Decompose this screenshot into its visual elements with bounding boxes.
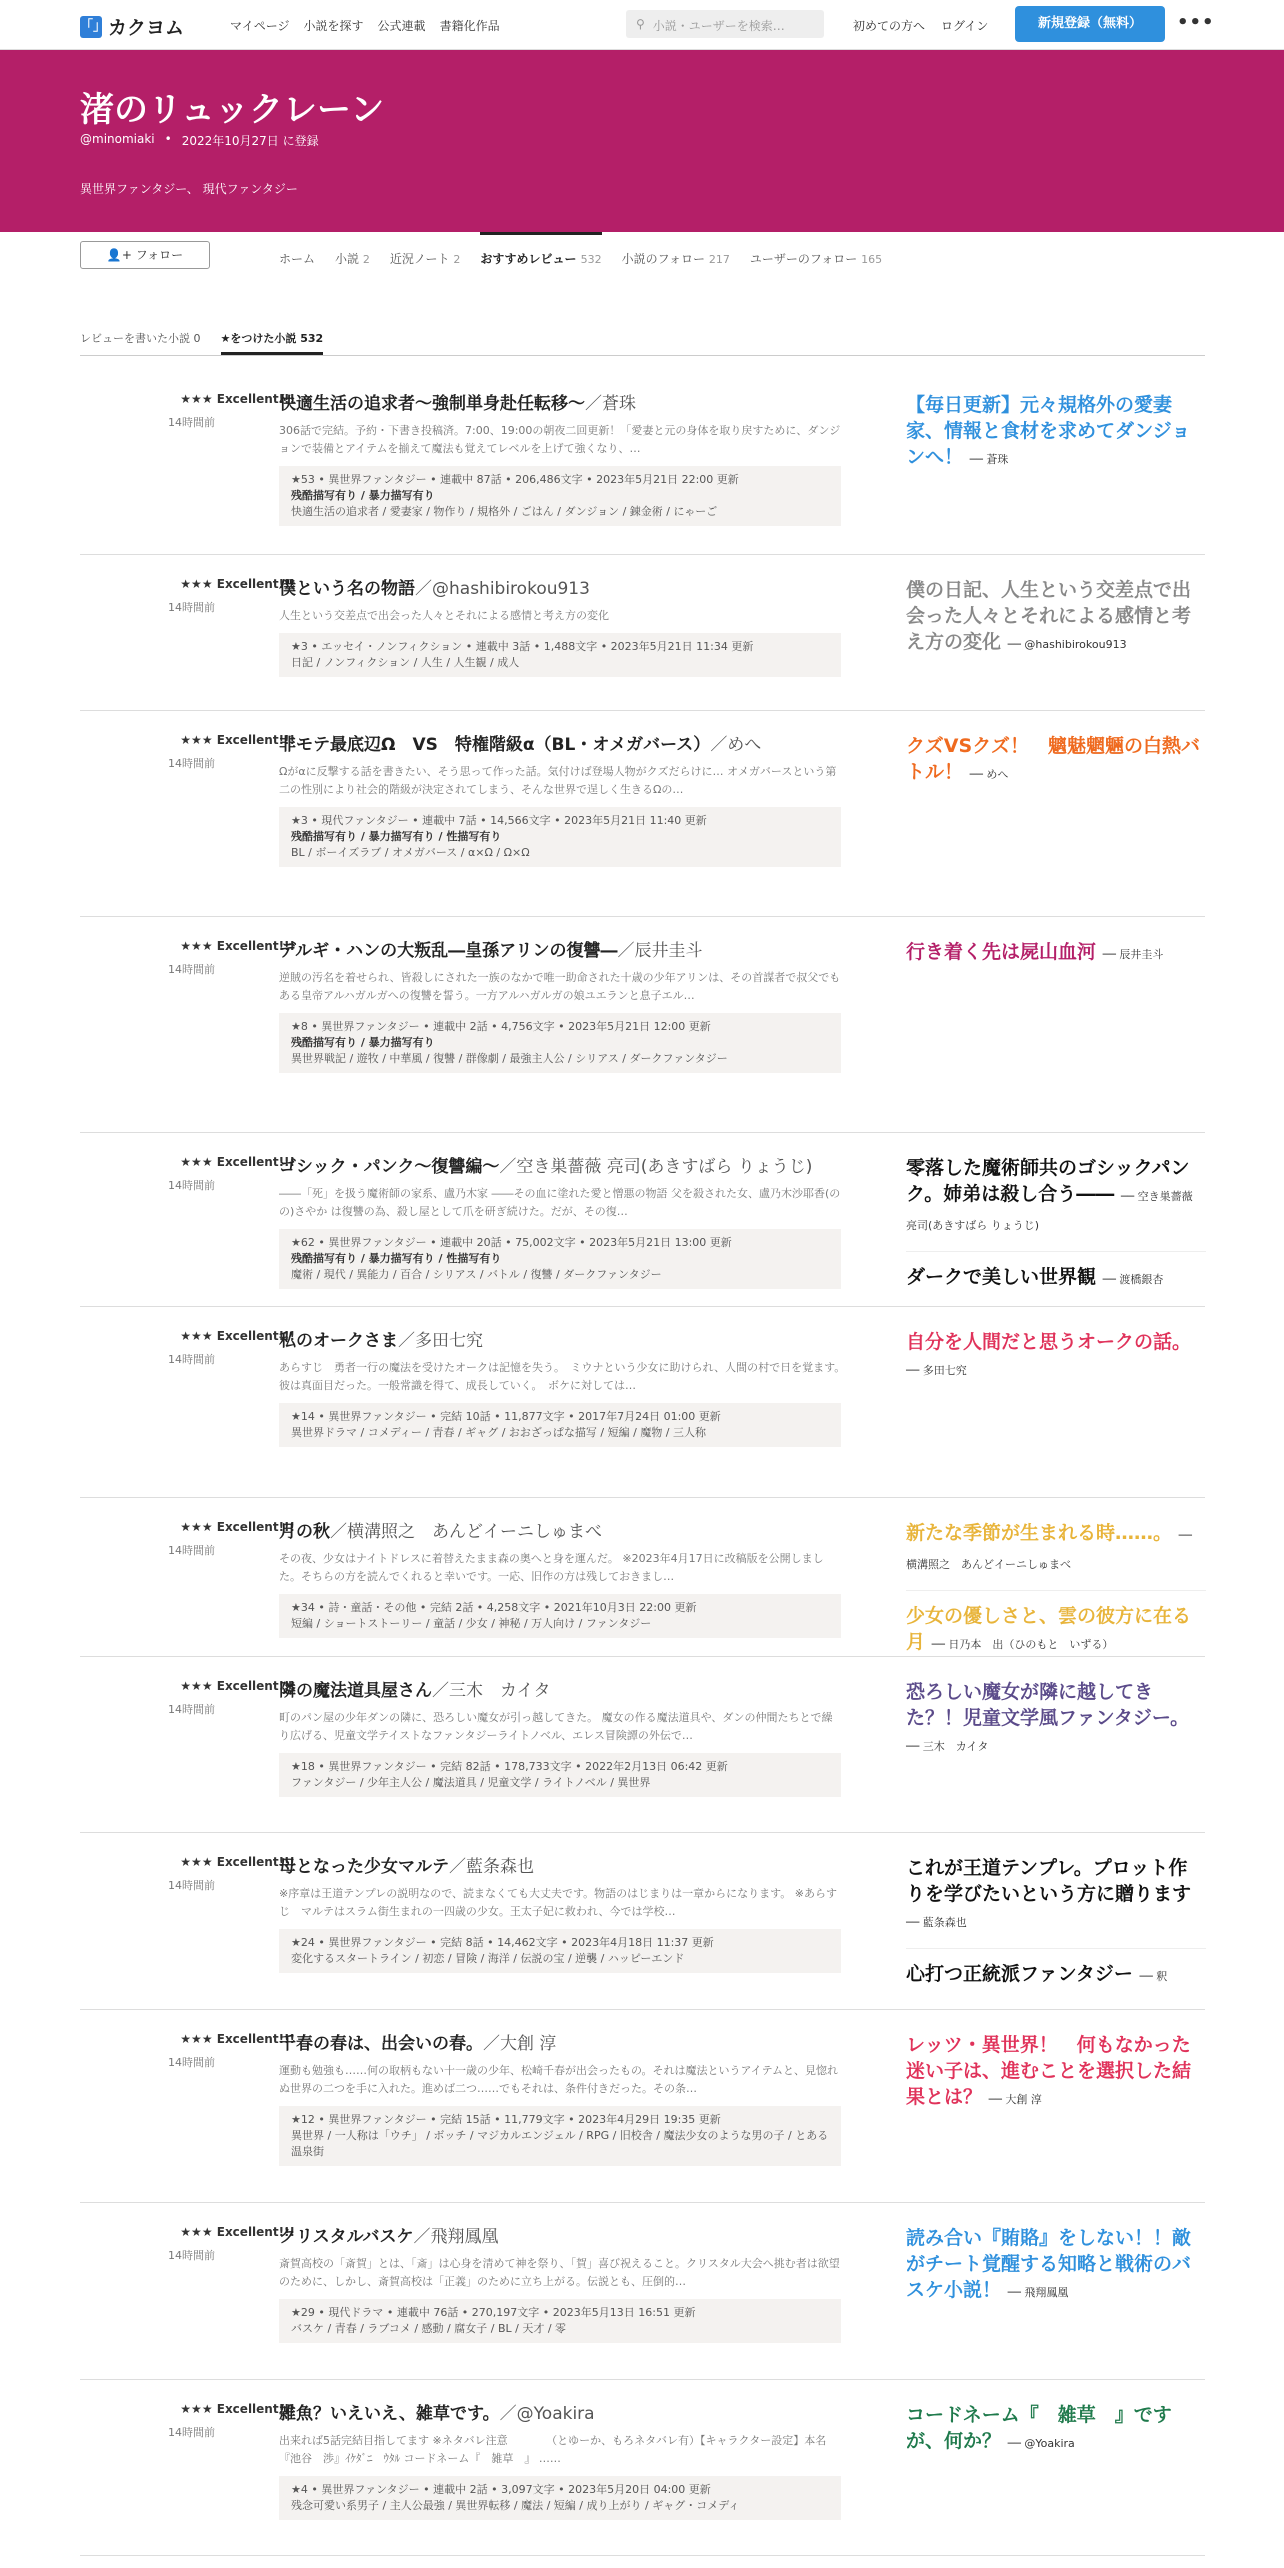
- review-author: ── @Yoakira: [1007, 2437, 1075, 2450]
- review-catchphrase[interactable]: 自分を人間だと思うオークの話。 ── 多田七究: [906, 1331, 1192, 1377]
- work-meta: ★29 • 現代ドラマ • 連載中 76話 • 270,197文字 • 2023年5月13日 16:51 更新 バスケ / 青春 / ラブコメ / 感動 / 腐女子 / BL / 天才 / 零: [279, 2299, 841, 2343]
- review-item: [80, 1657, 1205, 1833]
- profile-registered: 2022年10月27日 に登録: [181, 134, 319, 148]
- nav-official[interactable]: 公式連載: [377, 19, 426, 33]
- work-author: ／大創 淳: [483, 2034, 557, 2054]
- review-catchphrase[interactable]: 読み合い『賄賂』をしない！！敵がチート覚醒する知略と戦術のバスケ小説！ ── 飛翔鳳凰: [906, 2227, 1192, 2301]
- star-rating: ★★★ Excellent!!!: [180, 1679, 295, 1693]
- review-time: 14時間前: [168, 1179, 215, 1192]
- work-meta: ★12 • 異世界ファンタジー • 完結 15話 • 11,779文字 • 2023年4月29日 19:35 更新 異世界 / 一人称は「ウチ」 / ボッチ / マジカルエンジェル / RPG / 旧校舎 / 魔法少女のような男の子 / とある温泉街: [279, 2106, 841, 2166]
- review-catchphrase[interactable]: クズVSクズ！ 魑魅魍魎の白熱バトル！ ── めへ: [906, 735, 1201, 783]
- work-meta: ★18 • 異世界ファンタジー • 完結 82話 • 178,733文字 • 2022年2月13日 06:42 更新 ファンタジー / 少年主人公 / 魔法道具 / 児童文学 / ライトノベル / 異世界: [279, 1753, 841, 1797]
- review-catches: [906, 939, 1206, 992]
- subtab-reviewed[interactable]: レビューを書いた小説 0: [80, 332, 201, 345]
- kakuyomu-logo[interactable]: 「」 カクヨム: [80, 17, 185, 39]
- star-rating: ★★★ Excellent!!!: [180, 577, 295, 591]
- review-time: 14時間前: [168, 963, 215, 976]
- global-header: [0, 0, 1284, 50]
- review-time: 14時間前: [168, 1544, 215, 1557]
- review-author: ── 空き巣薔薇 亮司(あきすばら りょうじ): [906, 1190, 1193, 1232]
- review-catches: [906, 392, 1206, 497]
- review-catchphrase[interactable]: 少女の優しさと、雲の彼方に在る月 ── 日乃本 出（ひのもと いずる）: [906, 1605, 1192, 1653]
- review-time: 14時間前: [168, 416, 215, 429]
- review-item: [80, 917, 1205, 1133]
- review-author: ── 蒼珠: [969, 453, 1009, 466]
- tab-user-follows[interactable]: ユーザーのフォロー 165: [749, 252, 883, 266]
- login-link[interactable]: ログイン: [941, 19, 989, 33]
- work-meta: ★8 • 異世界ファンタジー • 連載中 2話 • 4,756文字 • 2023年5月21日 12:00 更新 残酷描写有り / 暴力描写有り 異世界戦記 / 遊牧 / 中華風 / 復讐 / 群像劇 / 最強主人公 / シリアス / ダークファンタジー: [279, 1013, 841, 1073]
- profile-title: 渚のリュックレーン: [80, 90, 385, 130]
- work-title[interactable]: 母となった少女マルテ／藍条森也: [279, 1857, 534, 1877]
- work-title[interactable]: デルギ・ハンの大叛乱―皇孫アリンの復讐―／辰井圭斗: [279, 941, 703, 961]
- first-time-link[interactable]: 初めての方へ: [853, 19, 926, 33]
- work-title[interactable]: 千春の春は、出会いの春。／大創 淳: [279, 2034, 557, 2054]
- work-tags: 魔術 / 現代 / 異能力 / 百合 / シリアス / バトル / 復讐 / ダークファンタジー: [291, 1268, 662, 1281]
- review-time: 14時間前: [168, 1879, 215, 1892]
- review-catches: [906, 2402, 1206, 2481]
- tab-reviews[interactable]: おすすめレビュー 532: [480, 232, 601, 277]
- star-rating: ★★★ Excellent!!!: [180, 1155, 295, 1169]
- review-time: 14時間前: [168, 1703, 215, 1716]
- review-catchphrase[interactable]: 【毎日更新】元々規格外の愛妻家、情報と食材を求めてダンジョンへ！ ── 蒼珠: [906, 394, 1191, 468]
- work-author: ／横溝照之 あんどイーニしゅまべ: [330, 1522, 602, 1542]
- review-catchphrase[interactable]: 零落した魔術師共のゴシックパンク。姉弟は殺し合う―― ── 空き巣薔薇 亮司(あきすばら りょうじ): [906, 1155, 1206, 1252]
- review-time: 14時間前: [168, 1353, 215, 1366]
- review-catchphrase[interactable]: 心打つ正統派ファンタジー ── 釈: [906, 1963, 1168, 1985]
- work-author: ／@hashibirokou913: [415, 579, 590, 599]
- work-description: 斎賀高校の「斎賀」とは、「斎」は心身を清めて神を祭り、「賀」喜び祝えること。クリスタル大会へ挑む者は欲望のために、しかし、斎賀高校は「正義」のために立ち上がる。伝説とも、圧倒的…: [279, 2257, 840, 2288]
- review-time: 14時間前: [168, 2249, 215, 2262]
- work-tags: 異世界ドラマ / コメディー / 青春 / ギャグ / おおざっぱな描写 / 短編 / 魔物 / 三人称: [291, 1426, 707, 1439]
- work-meta: ★4 • 異世界ファンタジー • 連載中 2話 • 3,097文字 • 2023年5月20日 04:00 更新 残念可愛い系男子 / 主人公最強 / 異世界転移 / 魔法 / 短編 / 成り上がり / ギャグ・コメディ: [279, 2476, 841, 2520]
- work-tags: 短編 / ショートストーリー / 童話 / 少女 / 神秘 / 万人向け / ファンタジー: [291, 1617, 652, 1630]
- review-author: ── 横溝照之 あんどイーニしゅまべ: [906, 1529, 1192, 1571]
- work-description: ※序章は王道テンプレの説明なので、読まなくても大丈夫です。物語のはじまりは一章からになります。 ※あらすじ マルテはスラム街生まれの一四歳の少女。王太子妃に救われ、今では学校…: [279, 1887, 837, 1918]
- review-author: ── めへ: [969, 768, 1009, 781]
- work-meta: ★53 • 異世界ファンタジー • 連載中 87話 • 206,486文字 • 2023年5月21日 22:00 更新 残酷描写有り / 暴力描写有り 快適生活の追求者 / 愛妻家 / 物作り / 規格外 / ごはん / ダンジョン / 錬金術 / にゃーご: [279, 466, 841, 526]
- work-title[interactable]: 隣の魔法道具屋さん／三木 カイタ: [279, 1681, 551, 1701]
- work-author: ／辰井圭斗: [617, 941, 703, 961]
- review-catchphrase[interactable]: 僕の日記、人生という交差点で出会った人々とそれによる感情と考え方の変化 ── @hashibirokou913: [906, 579, 1192, 653]
- review-catchphrase[interactable]: 新たな季節が生まれる時……。 ── 横溝照之 あんどイーニしゅまべ: [906, 1520, 1206, 1591]
- work-author: ／飛翔鳳凰: [413, 2227, 499, 2247]
- work-title[interactable]: ゴシック・パンク〜復讐編〜／空き巣薔薇 亮司(あきすばら りょうじ): [279, 1157, 813, 1177]
- review-time: 14時間前: [168, 601, 215, 614]
- nav-find-novels[interactable]: 小説を探す: [303, 19, 364, 33]
- work-description: 運動も勉強も……何の取柄もない十一歳の少年、松崎千春が出会ったもの。それは魔法というアイテムと、見惚れぬ世界の二つを手に入れた。進めば二つ……でもそれは、条件付きだった。その条…: [279, 2064, 839, 2095]
- tab-novels[interactable]: 小説 2: [335, 252, 370, 266]
- content-warning: 残酷描写有り / 暴力描写有り: [291, 1036, 435, 1049]
- work-description: Ωがαに反撃する話を書きたい、そう思って作った話。気付けば登場人物がクズだらけに… オメガバースという第二の性別により社会的階級が決定されてしまう、そんな世界で逞しく生きるΩの…: [279, 765, 837, 796]
- review-catchphrase[interactable]: 恐ろしい魔女が隣に越してきた？！児童文学風ファンタジー。 ── 三木 カイタ: [906, 1681, 1190, 1753]
- profile-genres: 異世界ファンタジー、 現代ファンタジー: [80, 182, 298, 196]
- review-subtabs: [80, 318, 1205, 356]
- review-author: ── 日乃本 出（ひのもと いずる）: [931, 1638, 1114, 1651]
- work-meta: ★62 • 異世界ファンタジー • 連載中 20話 • 75,002文字 • 2023年5月21日 13:00 更新 残酷描写有り / 暴力描写有り / 性描写有り 魔術 / 現代 / 異能力 / 百合 / シリアス / バトル / 復讐 / ダークファンタジー: [279, 1229, 841, 1289]
- review-catchphrase[interactable]: これが王道テンプレ。プロット作りを学びたいという方に贈ります ── 藍条森也: [906, 1855, 1206, 1949]
- work-author: ／空き巣薔薇 亮司(あきすばら りょうじ): [499, 1157, 813, 1177]
- tab-notes[interactable]: 近況ノート 2: [389, 252, 461, 266]
- review-item: [80, 1498, 1205, 1657]
- work-meta: ★24 • 異世界ファンタジー • 完結 8話 • 14,462文字 • 2023年4月18日 11:37 更新 変化するスタートライン / 初恋 / 冒険 / 海洋 / 伝説の宝 / 逆襲 / ハッピーエンド: [279, 1929, 841, 1973]
- star-rating: ★★★ Excellent!!!: [180, 392, 295, 406]
- work-description: 306話で完結。予約・下書き投稿済。7:00、19:00の朝夜二回更新！「愛妻と元の身体を取り戻すために、ダンジョンで装備とアイテムを揃えて魔法も覚えてレベルを上げて強くなり、…: [279, 424, 841, 455]
- review-author: ── @hashibirokou913: [1007, 638, 1127, 651]
- work-description: 出来れば5話完結目指してます ※ネタバレ注意 （とゆーか、もろネタバレ有）【キャラクター設定】本名 『池谷 渉』ｲｹﾀﾞﾆ ｳﾀﾙ コードネーム『 雑草 』 ……: [279, 2434, 838, 2465]
- work-description: あらすじ 勇者一行の魔法を受けたオークは記憶を失う。 ミウナという少女に助けられ、人間の村で日を覚ます。 彼は真面目だった。一般常識を得て、成長していく。 ボケに対しては…: [279, 1361, 851, 1392]
- review-catchphrase[interactable]: コードネーム『 雑草 』ですが、何か？ ── @Yoakira: [906, 2404, 1172, 2452]
- star-rating: ★★★ Excellent!!!: [180, 1329, 295, 1343]
- review-author: ── 三木 カイタ: [906, 1740, 989, 1753]
- review-item: [80, 2380, 1205, 2556]
- review-catches: [906, 2225, 1206, 2330]
- review-time: 14時間前: [168, 757, 215, 770]
- nav-mypage[interactable]: マイページ: [230, 19, 290, 33]
- search-input[interactable]: ⚲ 小説・ユーザーを検索…: [626, 10, 824, 38]
- logo-icon: 「」: [80, 16, 102, 38]
- work-title[interactable]: 月の秋／横溝照之 あんどイーニしゅまべ: [279, 1522, 602, 1542]
- work-author: ／めへ: [710, 735, 762, 755]
- profile-handle: @minomiaki: [80, 132, 155, 146]
- star-rating: ★★★ Excellent!!!: [180, 733, 295, 747]
- work-description: 町のパン屋の少年ダンの隣に、恐ろしい魔女が引っ越してきた。 魔女の作る魔法道具や、ダンの仲間たちとで繰り広げる、児童文学テイストなファンタジーライトノベル、エレス冒険譚の外伝で…: [279, 1711, 833, 1742]
- search-icon: ⚲: [636, 17, 645, 31]
- work-tags: BL / ボーイズラブ / オメガバース / α×Ω / Ω×Ω: [291, 846, 530, 859]
- review-item: [80, 555, 1205, 711]
- work-author: ／@Yoakira: [499, 2404, 595, 2424]
- work-tags: 異世界 / 一人称は「ウチ」 / ボッチ / マジカルエンジェル / RPG / 旧校舎 / 魔法少女のような男の子 / とある温泉街: [291, 2129, 829, 2158]
- work-description: ――「死」を扱う魔術師の家系、盧乃木家 ――その血に塗れた愛と憎悪の物語 父を殺された女、盧乃木沙耶香(のの)さやか は復讐の為、殺し屋として爪を研ぎ続けた。だが、その復…: [279, 1187, 841, 1218]
- work-title[interactable]: 快適生活の追求者～強制単身赴任転移～／蒼珠: [279, 394, 636, 414]
- star-rating: ★★★ Excellent!!!: [180, 939, 295, 953]
- review-author: ── 藍条森也: [906, 1916, 967, 1929]
- review-catchphrase[interactable]: ダークで美しい世界観 ── 渡橋銀杏: [906, 1266, 1164, 1288]
- profile-banner: 渚のリュックレーン @minomiaki • 2022年10月27日 に登録 異世界ファンタジー、 現代ファンタジー: [0, 50, 1284, 232]
- work-tags: 残念可愛い系男子 / 主人公最強 / 異世界転移 / 魔法 / 短編 / 成り上がり / ギャグ・コメディ: [291, 2499, 740, 2512]
- review-item: [80, 1133, 1205, 1307]
- review-catchphrase[interactable]: 行き着く先は屍山血河 ── 辰井圭斗: [906, 941, 1164, 963]
- work-author: ／三木 カイタ: [432, 1681, 551, 1701]
- content-warning: 残酷描写有り / 暴力描写有り / 性描写有り: [291, 1252, 502, 1265]
- signup-button[interactable]: 新規登録（無料）: [1015, 6, 1165, 42]
- star-rating: ★★★ Excellent!!!: [180, 1520, 295, 1534]
- work-title[interactable]: 私のオークさま／多田七究: [279, 1331, 483, 1351]
- work-tags: ファンタジー / 少年主人公 / 魔法道具 / 児童文学 / ライトノベル / 異世界: [291, 1776, 651, 1789]
- review-catchphrase[interactable]: レッツ・異世界！ 何もなかった迷い子は、進むことを選択した結果とは？ ── 大創 淳: [906, 2034, 1192, 2108]
- work-meta: ★34 • 詩・童話・その他 • 完結 2話 • 4,258文字 • 2021年10月3日 22:00 更新 短編 / ショートストーリー / 童話 / 少女 / 神秘 / 万人向け / ファンタジー: [279, 1594, 841, 1638]
- work-author: ／多田七究: [398, 1331, 483, 1351]
- work-title[interactable]: 非モテ最底辺Ω VS 特権階級α（BL・オメガバース）／めへ: [279, 735, 762, 755]
- work-author: ／蒼珠: [585, 394, 636, 414]
- work-tags: 変化するスタートライン / 初恋 / 冒険 / 海洋 / 伝説の宝 / 逆襲 / ハッピーエンド: [291, 1952, 685, 1965]
- review-item: [80, 2010, 1205, 2203]
- review-author: ── 大創 淳: [988, 2093, 1042, 2106]
- review-catches: [906, 733, 1206, 812]
- review-author: ── 釈: [1139, 1970, 1168, 1983]
- work-tags: 快適生活の追求者 / 愛妻家 / 物作り / 規格外 / ごはん / ダンジョン / 錬金術 / にゃーご: [291, 505, 718, 518]
- content-warning: 残酷描写有り / 暴力描写有り / 性描写有り: [291, 830, 502, 843]
- review-author: ── 多田七究: [906, 1364, 967, 1377]
- more-menu-icon[interactable]: •••: [1177, 12, 1215, 33]
- work-description: その夜、少女はナイトドレスに着替えたまま森の奥へと身を運んだ。 ※2023年4月17日に改稿版を公開しました。そちらの方を読んでくれると幸いです。一応、旧作の方は残しておきまし…: [279, 1552, 824, 1583]
- star-rating: ★★★ Excellent!!!: [180, 1855, 295, 1869]
- star-rating: ★★★ Excellent!!!: [180, 2402, 295, 2416]
- profile-tabs: [279, 232, 882, 277]
- review-item: [80, 370, 1205, 555]
- work-meta: ★14 • 異世界ファンタジー • 完結 10話 • 11,877文字 • 2017年7月24日 01:00 更新 異世界ドラマ / コメディー / 青春 / ギャグ / おおざっぱな描写 / 短編 / 魔物 / 三人称: [279, 1403, 841, 1447]
- subtab-starred[interactable]: ★をつけた小説 532: [221, 318, 324, 355]
- star-rating: ★★★ Excellent!!!: [180, 2225, 295, 2239]
- work-tags: バスケ / 青春 / ラブコメ / 感動 / 腐女子 / BL / 天才 / 零: [291, 2322, 567, 2335]
- review-catches: [906, 2032, 1206, 2137]
- review-catches: [906, 1155, 1206, 1317]
- review-author: ── 飛翔鳳凰: [1007, 2286, 1069, 2299]
- tab-novel-follows[interactable]: 小説のフォロー 217: [621, 252, 730, 266]
- follow-button[interactable]: 👤+ フォロー: [80, 241, 210, 269]
- review-catches: [906, 1679, 1206, 1784]
- review-author: ── 辰井圭斗: [1102, 948, 1164, 961]
- work-description: 逆賊の汚名を着せられ、皆殺しにされた一族のなかで唯一助命された十歳の少年アリンは、その首謀者で叔父でもある皇帝アルハガルガへの復讐を誓う。一方アルハガルガの娘ユエランと息子エル…: [279, 971, 841, 1002]
- work-description: 人生という交差点で出会った人々とそれによる感情と考え方の変化: [279, 609, 609, 622]
- review-item: [80, 2203, 1205, 2380]
- nav-books[interactable]: 書籍化作品: [439, 19, 500, 33]
- review-item: [80, 1833, 1205, 2010]
- review-catches: [906, 1329, 1206, 1408]
- work-author: ／藍条森也: [449, 1857, 534, 1877]
- work-title[interactable]: 雑魚？いえいえ、雑草です。／@Yoakira: [279, 2404, 595, 2424]
- work-title[interactable]: 僕という名の物語／@hashibirokou913: [279, 579, 590, 599]
- star-rating: ★★★ Excellent!!!: [180, 2032, 295, 2046]
- content-warning: 残酷描写有り / 暴力描写有り: [291, 489, 435, 502]
- work-meta: ★3 • エッセイ・ノンフィクション • 連載中 3話 • 1,488文字 • 2023年5月21日 11:34 更新 日記 / ノンフィクション / 人生 / 人生観 / 成人: [279, 633, 841, 677]
- review-item: [80, 711, 1205, 917]
- add-user-icon: 👤+: [106, 248, 132, 262]
- review-catches: [906, 577, 1206, 682]
- review-item: [80, 1307, 1205, 1498]
- work-title[interactable]: クリスタルバスケ／飛翔鳳凰: [279, 2227, 499, 2247]
- work-tags: 日記 / ノンフィクション / 人生 / 人生観 / 成人: [291, 656, 520, 669]
- review-time: 14時間前: [168, 2056, 215, 2069]
- work-tags: 異世界戦記 / 遊牧 / 中華風 / 復讐 / 群像劇 / 最強主人公 / シリアス / ダークファンタジー: [291, 1052, 728, 1065]
- work-meta: ★3 • 現代ファンタジー • 連載中 7話 • 14,566文字 • 2023年5月21日 11:40 更新 残酷描写有り / 暴力描写有り / 性描写有り BL / ボーイズラブ / オメガバース / α×Ω / Ω×Ω: [279, 807, 841, 867]
- review-time: 14時間前: [168, 2426, 215, 2439]
- review-catches: [906, 1855, 1206, 2014]
- review-author: ── 渡橋銀杏: [1102, 1273, 1164, 1286]
- tab-home[interactable]: ホーム: [279, 252, 316, 266]
- global-nav: [230, 17, 500, 34]
